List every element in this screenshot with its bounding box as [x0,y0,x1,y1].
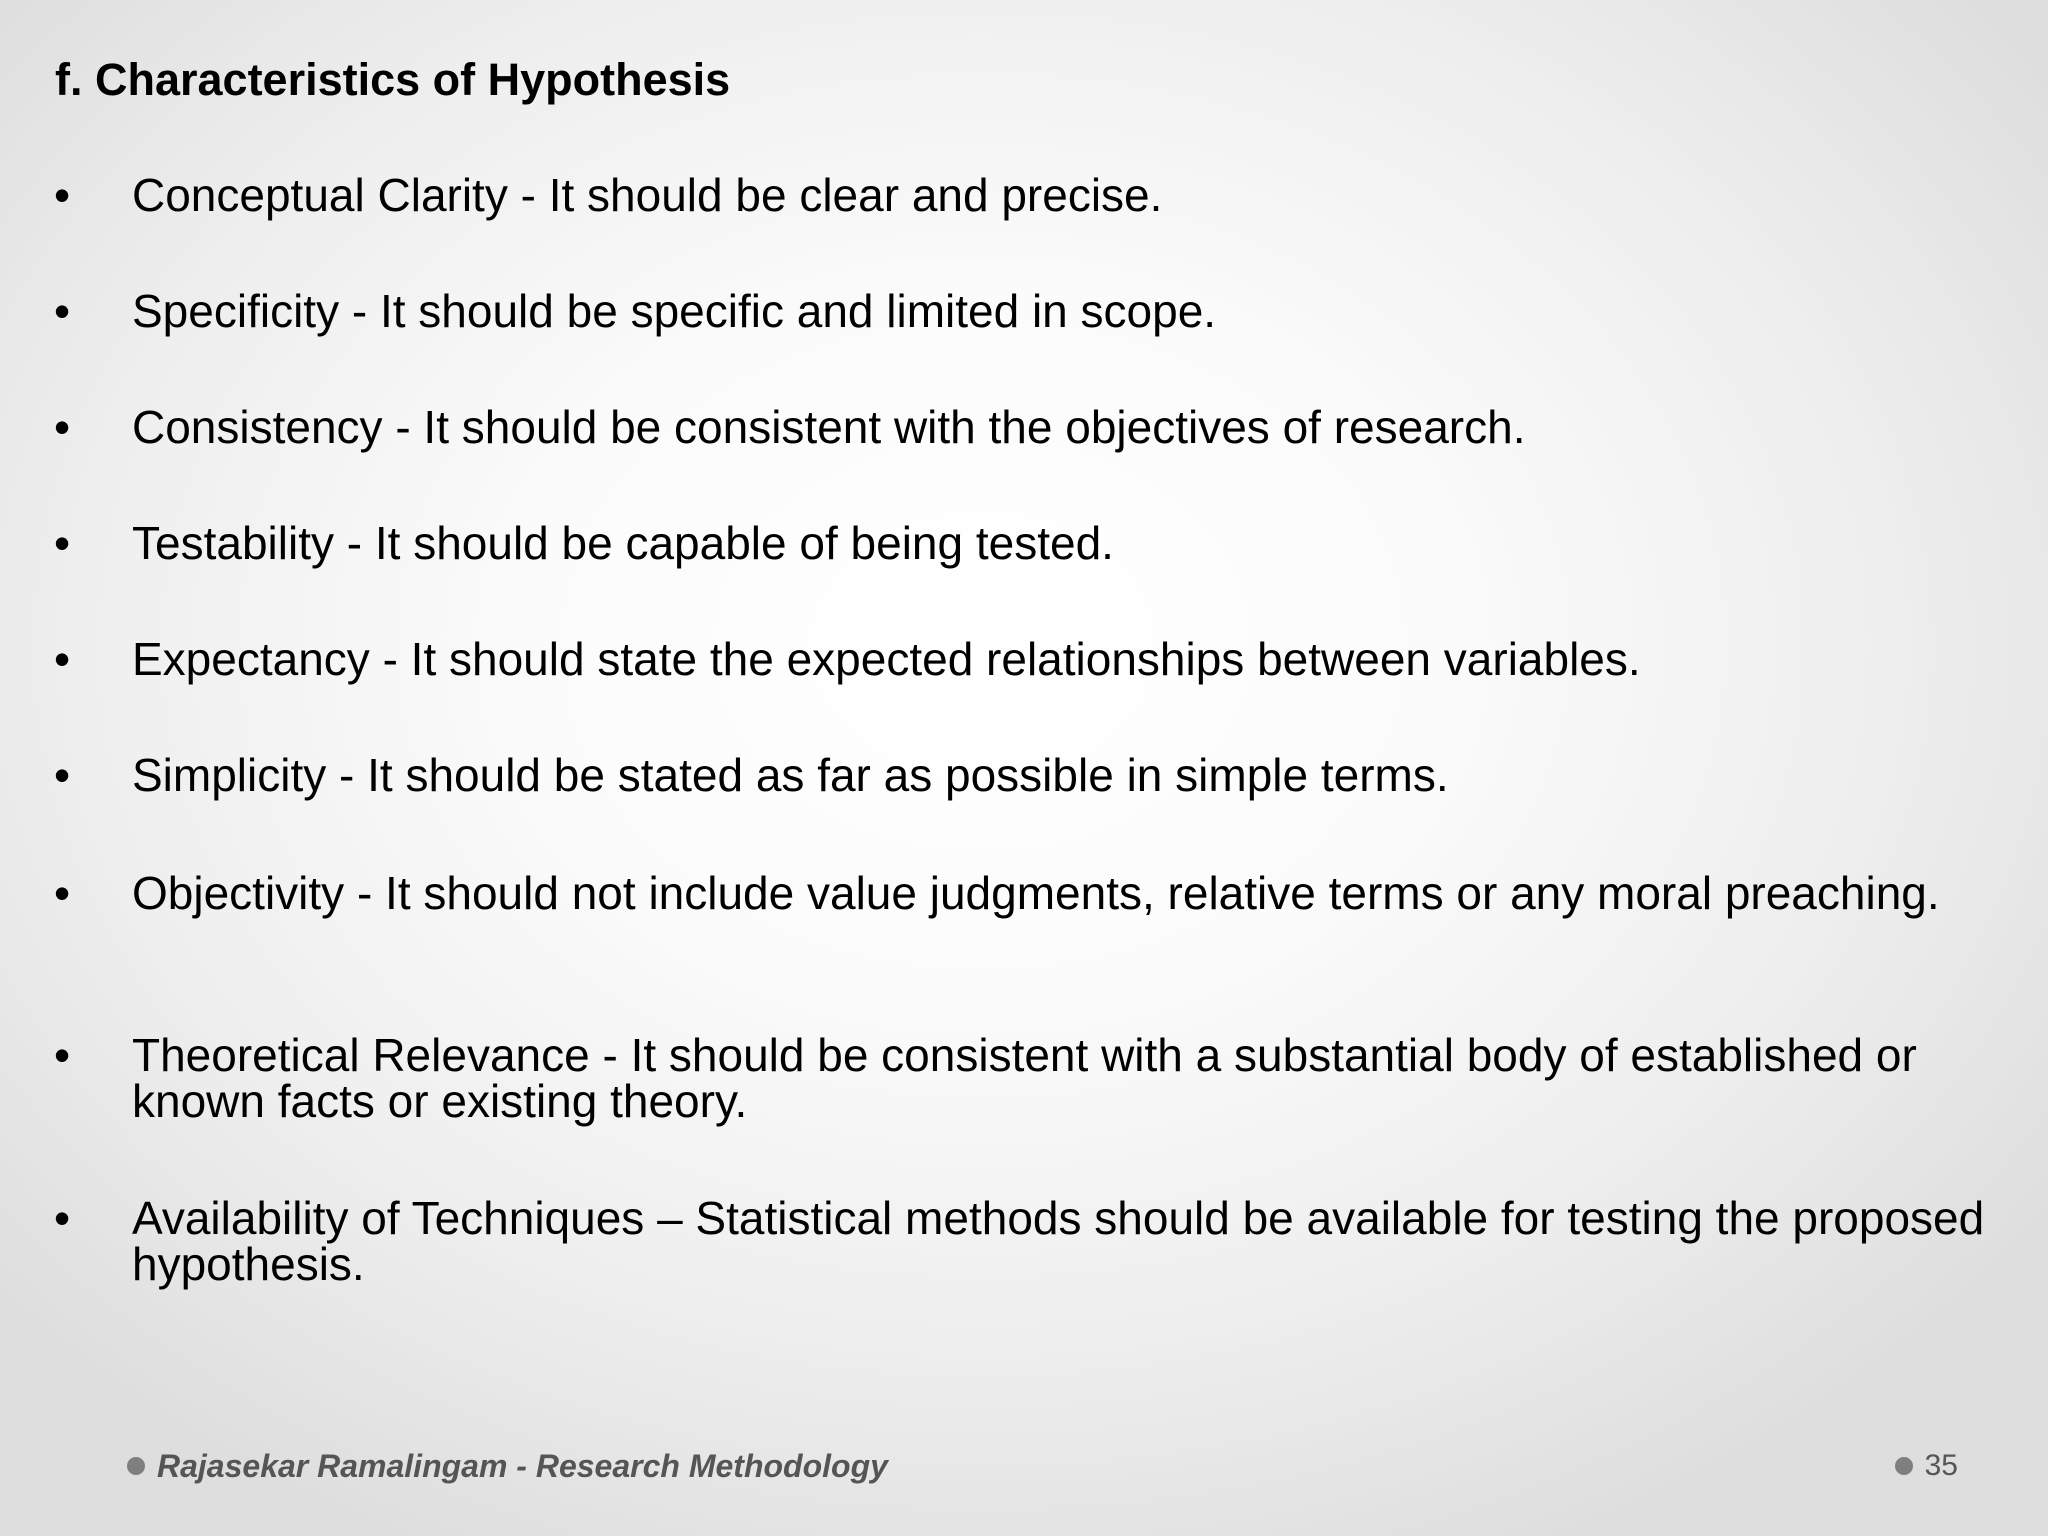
bullet-text: Theoretical Relevance - It should be consistent with a substantial body of established or known facts or existing theory. [132,1029,1917,1127]
bullet-icon: • [54,749,71,801]
slide-title: f. Characteristics of Hypothesis [55,54,731,105]
bullet-icon: • [54,285,71,337]
bullet-text: Availability of Techniques – Statistical methods should be available for testing the proposed hypothesis. [132,1192,1985,1290]
bullet-icon: • [54,169,71,221]
bullet-text: Expectancy - It should state the expected relationships between variables. [132,633,1641,685]
bullet-icon: • [54,1192,71,1244]
bullet-text: Simplicity - It should be stated as far as possible in simple terms. [132,749,1449,801]
bullet-icon: • [54,517,71,569]
footer-dot-icon [1895,1457,1913,1475]
bullet-text: Specificity - It should be specific and limited in scope. [132,285,1217,337]
bullet-icon: • [54,401,71,453]
bullet-text: Testability - It should be capable of being tested. [132,517,1114,569]
bullet-text: Objectivity - It should not include value judgments, relative terms or any moral preaching. [132,867,1940,919]
bullet-icon: • [54,1029,71,1081]
footer-dot-icon [127,1457,145,1475]
bullet-text: Consistency - It should be consistent with the objectives of research. [132,401,1526,453]
footer-page-block [1895,1446,1958,1486]
footer-author: Rajasekar Ramalingam - Research Methodology [157,1447,888,1484]
bullet-icon: • [54,633,71,685]
bullet-icon: • [54,867,71,919]
footer-author-block [127,1446,888,1486]
page-number: 35 [1924,1449,1958,1482]
bullet-text: Conceptual Clarity - It should be clear and precise. [132,169,1163,221]
